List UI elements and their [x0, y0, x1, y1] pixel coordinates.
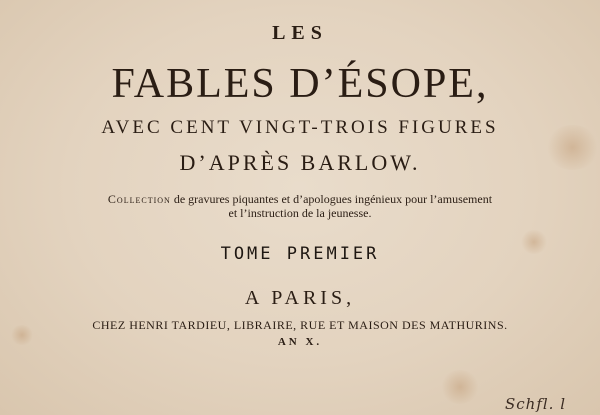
subtitle-figures: AVEC CENT VINGT-TROIS FIGURES — [101, 117, 499, 138]
title-les: LES — [272, 22, 328, 44]
foxing-stain — [440, 370, 480, 404]
collection-description — [0, 192, 600, 206]
subtitle-barlow: D’APRÈS BARLOW. — [179, 150, 421, 175]
imprint-year: AN X. — [277, 336, 323, 348]
collection-word: Collection — [107, 192, 171, 206]
title-main: FABLES D’ÉSOPE, — [111, 61, 489, 107]
collection-text: de gravures piquantes et d’apologues ingénieux pour l’amusement — [170, 192, 493, 206]
tome-stamp: TOME PREMIER — [220, 244, 380, 264]
imprint-publisher: CHEZ HENRI TARDIEU, LIBRAIRE, RUE ET MAISON DES MATHURINS. — [92, 318, 508, 332]
handwritten-note: Schfl. l — [505, 395, 567, 413]
collection-description-line2: et l’instruction de la jeunesse. — [228, 206, 372, 220]
imprint-city: A PARIS, — [244, 287, 356, 309]
